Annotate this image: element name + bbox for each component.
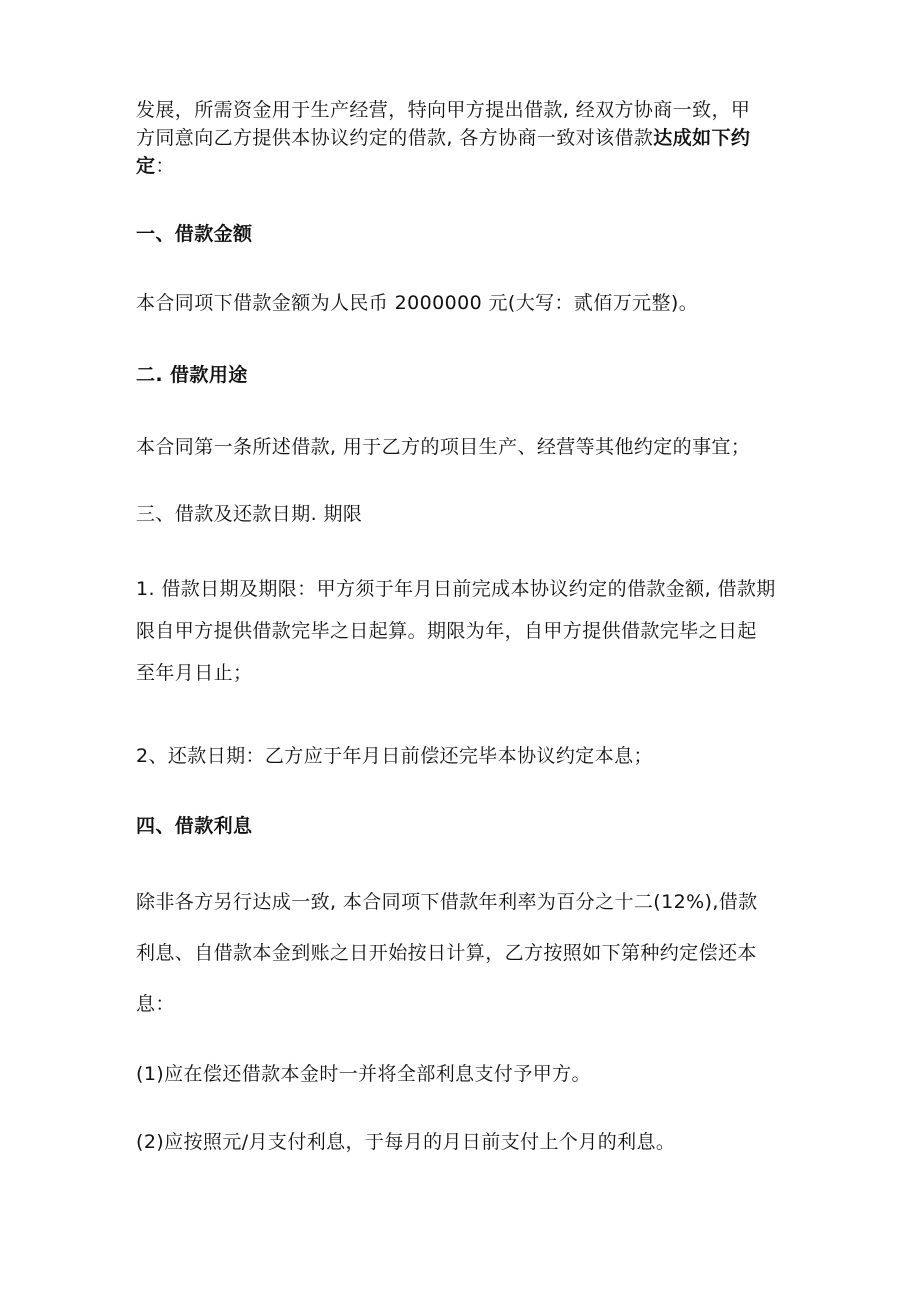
intro-line-1: 发展，所需资金用于生产经营，特向甲方提出借款, 经双方协商一致，甲 <box>136 99 751 121</box>
section-3-heading: 三、借款及还款日期. 期限 <box>136 503 363 525</box>
section-3-item-1-line-1: 1. 借款日期及期限：甲方须于年月日前完成本协议约定的借款金额, 借款期 <box>136 578 776 600</box>
section-1-text: 本合同项下借款金额为人民币 2000000 元(大写：贰佰万元整)。 <box>136 292 699 314</box>
interest-option-2: (2)应按照元/月支付利息，于每月的月日前支付上个月的利息。 <box>136 1131 676 1153</box>
intro-line-2 <box>136 124 786 152</box>
section-4-line-1: 除非各方另行达成一致, 本合同项下借款年利率为百分之十二(12%),借款 <box>136 891 758 913</box>
section-4-line-2: 利息、自借款本金到账之日开始按日计算，乙方按照如下第种约定偿还本 <box>136 942 757 964</box>
intro-line-2-bold: 达成如下约 <box>653 127 751 149</box>
interest-option-1: (1)应在偿还借款本金时一并将全部利息支付予甲方。 <box>136 1063 591 1085</box>
section-3-item-2: 2、还款日期：乙方应于年月日前偿还完毕本协议约定本息； <box>136 745 653 767</box>
section-1-heading: 一、借款金额 <box>136 223 253 245</box>
section-4-heading: 四、借款利息 <box>136 815 253 837</box>
section-2-heading: 二. 借款用途 <box>136 364 248 386</box>
section-4-paragraph <box>136 877 786 1030</box>
section-3-item-1 <box>136 568 786 694</box>
section-2-text: 本合同第一条所述借款, 用于乙方的项目生产、经营等其他约定的事宜； <box>136 436 751 458</box>
intro-line-3-bold: 定 <box>136 155 156 177</box>
intro-paragraph <box>136 96 786 180</box>
section-3-item-1-line-3: 至年月日止； <box>136 662 253 684</box>
section-4-line-3: 息： <box>136 993 175 1015</box>
intro-line-3-text: ： <box>155 155 175 177</box>
section-3-item-1-line-2: 限自甲方提供借款完毕之日起算。期限为年，自甲方提供借款完毕之日起 <box>136 620 757 642</box>
intro-line-2-text: 方同意向乙方提供本协议约定的借款, 各方协商一致对该借款 <box>136 127 654 149</box>
intro-line-3 <box>136 152 786 180</box>
